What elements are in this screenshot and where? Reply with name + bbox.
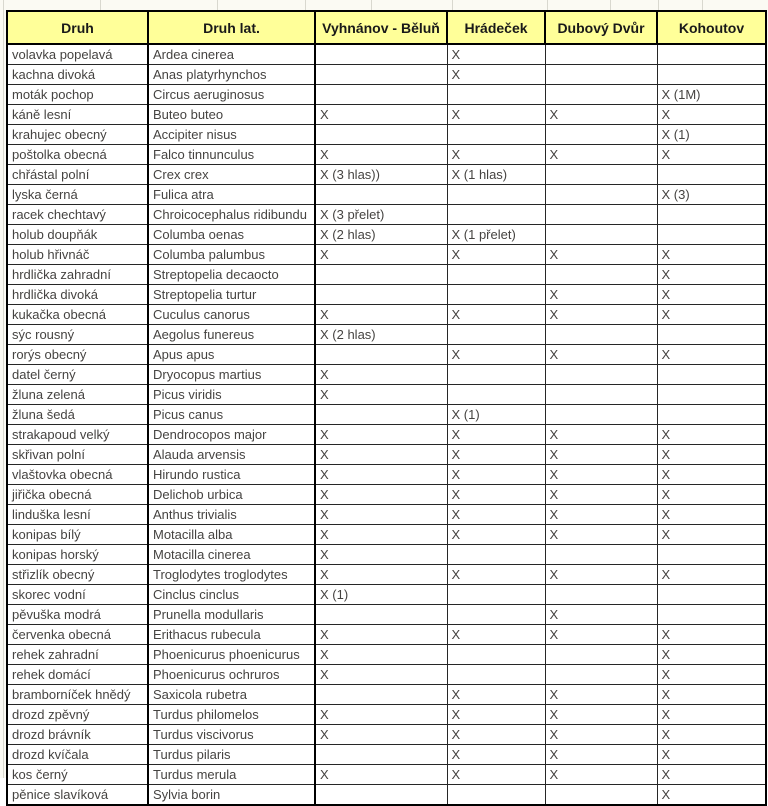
table-cell[interactable]	[447, 85, 545, 105]
table-cell[interactable]	[657, 365, 766, 385]
table-cell[interactable]	[657, 225, 766, 245]
table-cell[interactable]: X	[447, 345, 545, 365]
table-cell[interactable]: pěvuška modrá	[7, 605, 148, 625]
table-cell[interactable]: Turdus philomelos	[148, 705, 315, 725]
table-cell[interactable]: linduška lesní	[7, 505, 148, 525]
table-cell[interactable]: Dryocopus martius	[148, 365, 315, 385]
table-row	[7, 605, 766, 625]
table-cell[interactable]: Phoenicurus ochruros	[148, 665, 315, 685]
table-row	[7, 565, 766, 585]
table-cell[interactable]: lyska černá	[7, 185, 148, 205]
table-cell[interactable]	[315, 785, 447, 806]
table-cell[interactable]	[447, 785, 545, 806]
table-cell[interactable]: X	[447, 465, 545, 485]
table-cell[interactable]: Accipiter nisus	[148, 125, 315, 145]
table-cell[interactable]: X	[657, 665, 766, 685]
sheet-gridline	[452, 0, 453, 10]
table-cell[interactable]: kos černý	[7, 765, 148, 785]
header-cell-vyhnanov-belun[interactable]: Vyhnánov - Běluň	[315, 11, 447, 44]
table-cell[interactable]: Motacilla cinerea	[148, 545, 315, 565]
table-cell[interactable]: poštolka obecná	[7, 145, 148, 165]
table-cell[interactable]	[315, 285, 447, 305]
table-cell[interactable]: X	[315, 625, 447, 645]
table-row	[7, 305, 766, 325]
table-cell[interactable]	[657, 44, 766, 65]
table-row	[7, 785, 766, 806]
table-cell[interactable]: Alauda arvensis	[148, 445, 315, 465]
sheet-gridline	[3, 0, 4, 778]
table-cell[interactable]: X (1 přelet)	[447, 225, 545, 245]
table-cell[interactable]: X (1M)	[657, 85, 766, 105]
table-cell[interactable]: X	[447, 145, 545, 165]
table-cell[interactable]: chřástal polní	[7, 165, 148, 185]
table-cell[interactable]: X	[315, 105, 447, 125]
table-cell[interactable]: X	[315, 305, 447, 325]
table-cell[interactable]: hrdlička divoká	[7, 285, 148, 305]
table-cell[interactable]: X	[657, 485, 766, 505]
table-cell[interactable]	[545, 365, 657, 385]
table-cell[interactable]: Apus apus	[148, 345, 315, 365]
table-cell[interactable]: rorýs obecný	[7, 345, 148, 365]
sheet-gridline	[702, 0, 703, 10]
table-cell[interactable]: X	[447, 44, 545, 65]
table-cell[interactable]: volavka popelavá	[7, 44, 148, 65]
table-cell[interactable]	[447, 645, 545, 665]
table-cell[interactable]	[447, 125, 545, 145]
table-cell[interactable]: Picus canus	[148, 405, 315, 425]
table-cell[interactable]: rehek domácí	[7, 665, 148, 685]
table-cell[interactable]: X	[657, 285, 766, 305]
table-cell[interactable]	[545, 585, 657, 605]
table-cell[interactable]: X	[315, 665, 447, 685]
header-cell-dubovy-dvur[interactable]: Dubový Dvůr	[545, 11, 657, 44]
table-cell[interactable]	[657, 205, 766, 225]
table-row	[7, 345, 766, 365]
table-cell[interactable]	[447, 385, 545, 405]
table-row	[7, 365, 766, 385]
table-cell[interactable]: strakapoud velký	[7, 425, 148, 445]
table-cell[interactable]	[545, 645, 657, 665]
table-cell[interactable]: drozd zpěvný	[7, 705, 148, 725]
table-cell[interactable]	[315, 185, 447, 205]
table-cell[interactable]: X	[315, 545, 447, 565]
table-cell[interactable]	[657, 385, 766, 405]
table-cell[interactable]	[657, 605, 766, 625]
sheet-gridline	[217, 0, 218, 10]
table-cell[interactable]	[315, 685, 447, 705]
table-row	[7, 645, 766, 665]
table-cell[interactable]: Turdus viscivorus	[148, 725, 315, 745]
table-row	[7, 445, 766, 465]
table-cell[interactable]: X	[545, 745, 657, 765]
table-cell[interactable]: Crex crex	[148, 165, 315, 185]
table-cell[interactable]: X	[315, 565, 447, 585]
table-cell[interactable]: X	[657, 565, 766, 585]
table-row	[7, 265, 766, 285]
table-cell[interactable]: Columba palumbus	[148, 245, 315, 265]
table-cell[interactable]: X	[545, 525, 657, 545]
table-cell[interactable]	[545, 785, 657, 806]
table-cell[interactable]: X	[447, 565, 545, 585]
table-row	[7, 525, 766, 545]
table-cell[interactable]: X	[657, 745, 766, 765]
table-cell[interactable]: X	[657, 465, 766, 485]
table-row	[7, 105, 766, 125]
table-cell[interactable]: konipas bílý	[7, 525, 148, 545]
table-cell[interactable]	[545, 225, 657, 245]
table-cell[interactable]: X	[545, 305, 657, 325]
table-cell[interactable]: drozd kvíčala	[7, 745, 148, 765]
table-cell[interactable]: X	[545, 625, 657, 645]
table-cell[interactable]: moták pochop	[7, 85, 148, 105]
header-cell-druh[interactable]: Druh	[7, 11, 148, 44]
sheet-gridline	[610, 0, 611, 10]
table-cell[interactable]: Phoenicurus phoenicurus	[148, 645, 315, 665]
table-cell[interactable]: hrdlička zahradní	[7, 265, 148, 285]
table-cell[interactable]	[447, 665, 545, 685]
table-cell[interactable]: X	[545, 425, 657, 445]
table-cell[interactable]: vlaštovka obecná	[7, 465, 148, 485]
table-cell[interactable]: X	[315, 505, 447, 525]
table-cell[interactable]	[657, 405, 766, 425]
table-cell[interactable]: Turdus merula	[148, 765, 315, 785]
table-row	[7, 405, 766, 425]
table-cell[interactable]: X (1)	[447, 405, 545, 425]
table-row	[7, 665, 766, 685]
table-row	[7, 545, 766, 565]
table-cell[interactable]: X	[447, 765, 545, 785]
table-cell[interactable]	[447, 365, 545, 385]
table-cell[interactable]: X	[447, 485, 545, 505]
table-cell[interactable]: Saxicola rubetra	[148, 685, 315, 705]
table-cell[interactable]: Prunella modullaris	[148, 605, 315, 625]
table-cell[interactable]: X	[545, 505, 657, 525]
table-cell[interactable]: Cinclus cinclus	[148, 585, 315, 605]
table-cell[interactable]	[657, 65, 766, 85]
table-cell[interactable]	[545, 385, 657, 405]
table-cell[interactable]: X	[657, 785, 766, 806]
table-cell[interactable]: žluna zelená	[7, 385, 148, 405]
table-cell[interactable]: X (1 hlas)	[447, 165, 545, 185]
table-cell[interactable]	[545, 185, 657, 205]
table-cell[interactable]	[545, 265, 657, 285]
bird-observation-table	[6, 10, 767, 806]
table-cell[interactable]: X	[447, 245, 545, 265]
table-cell[interactable]	[545, 65, 657, 85]
table-cell[interactable]: drozd brávník	[7, 725, 148, 745]
table-row	[7, 625, 766, 645]
table-cell[interactable]	[447, 185, 545, 205]
table-cell[interactable]: X	[315, 145, 447, 165]
table-cell[interactable]	[657, 585, 766, 605]
table-cell[interactable]	[315, 745, 447, 765]
table-cell[interactable]: sýc rousný	[7, 325, 148, 345]
table-cell[interactable]: X	[315, 425, 447, 445]
table-row	[7, 425, 766, 445]
table-cell[interactable]: Hirundo rustica	[148, 465, 315, 485]
table-cell[interactable]: konipas horský	[7, 545, 148, 565]
sheet-gridline	[371, 0, 372, 10]
table-cell[interactable]	[447, 585, 545, 605]
table-cell[interactable]: Sylvia borin	[148, 785, 315, 806]
table-cell[interactable]: X	[447, 305, 545, 325]
table-cell[interactable]: X	[657, 705, 766, 725]
table-cell[interactable]: Streptopelia decaocto	[148, 265, 315, 285]
table-row	[7, 325, 766, 345]
table-cell[interactable]	[545, 325, 657, 345]
table-cell[interactable]: holub doupňák	[7, 225, 148, 245]
table-cell[interactable]	[545, 205, 657, 225]
table-cell[interactable]: X	[315, 765, 447, 785]
table-cell[interactable]: X	[447, 505, 545, 525]
table-cell[interactable]: kukačka obecná	[7, 305, 148, 325]
table-cell[interactable]: X (2 hlas)	[315, 225, 447, 245]
table-cell[interactable]: X	[447, 105, 545, 125]
table-cell[interactable]: X	[315, 365, 447, 385]
table-cell[interactable]: X	[447, 685, 545, 705]
table-cell[interactable]	[315, 605, 447, 625]
table-cell[interactable]	[657, 325, 766, 345]
table-cell[interactable]	[315, 405, 447, 425]
table-row	[7, 85, 766, 105]
table-cell[interactable]: X	[545, 765, 657, 785]
table-cell[interactable]: X	[657, 445, 766, 465]
table-cell[interactable]: X	[657, 425, 766, 445]
table-cell[interactable]: X	[657, 345, 766, 365]
table-cell[interactable]: Erithacus rubecula	[148, 625, 315, 645]
table-row	[7, 385, 766, 405]
table-cell[interactable]	[447, 285, 545, 305]
table-cell[interactable]: káně lesní	[7, 105, 148, 125]
table-cell[interactable]: Fulica atra	[148, 185, 315, 205]
table-cell[interactable]: X (1)	[315, 585, 447, 605]
table-cell[interactable]: X	[657, 645, 766, 665]
table-cell[interactable]: X	[657, 725, 766, 745]
table-cell[interactable]: X	[545, 605, 657, 625]
table-cell[interactable]: X	[447, 445, 545, 465]
sheet-gridline	[100, 0, 101, 10]
table-cell[interactable]	[545, 44, 657, 65]
table-cell[interactable]: X (3 hlas))	[315, 165, 447, 185]
table-cell[interactable]	[447, 605, 545, 625]
table-cell[interactable]: pěnice slavíková	[7, 785, 148, 806]
table-body	[7, 44, 766, 805]
table-cell[interactable]	[447, 265, 545, 285]
table-cell[interactable]: racek chechtavý	[7, 205, 148, 225]
table-cell[interactable]: X	[315, 725, 447, 745]
table-cell[interactable]	[545, 165, 657, 185]
table-cell[interactable]: X	[545, 285, 657, 305]
table-cell[interactable]: X	[447, 525, 545, 545]
table-cell[interactable]: kachna divoká	[7, 65, 148, 85]
table-cell[interactable]: X	[657, 105, 766, 125]
table-cell[interactable]: X	[545, 725, 657, 745]
header-row	[7, 11, 766, 44]
table-cell[interactable]: X	[315, 485, 447, 505]
table-row	[7, 125, 766, 145]
table-cell[interactable]: bramborníček hnědý	[7, 685, 148, 705]
table-cell[interactable]: X	[545, 445, 657, 465]
header-cell-kohoutov[interactable]: Kohoutov	[657, 11, 766, 44]
table-header	[7, 11, 766, 44]
table-cell[interactable]: X	[545, 685, 657, 705]
table-cell[interactable]: Anas platyrhynchos	[148, 65, 315, 85]
table-cell[interactable]	[545, 125, 657, 145]
table-cell[interactable]: X	[545, 145, 657, 165]
table-cell[interactable]: X	[315, 465, 447, 485]
table-cell[interactable]	[315, 44, 447, 65]
table-cell[interactable]: Anthus trivialis	[148, 505, 315, 525]
table-cell[interactable]: holub hřivnáč	[7, 245, 148, 265]
table-cell[interactable]: X	[657, 685, 766, 705]
table-cell[interactable]: X	[657, 305, 766, 325]
table-row	[7, 765, 766, 785]
table-cell[interactable]: Buteo buteo	[148, 105, 315, 125]
table-row	[7, 485, 766, 505]
table-cell[interactable]: X	[315, 705, 447, 725]
header-cell-druh-lat[interactable]: Druh lat.	[148, 11, 315, 44]
table-cell[interactable]: X	[545, 705, 657, 725]
table-cell[interactable]: skorec vodní	[7, 585, 148, 605]
table-row	[7, 165, 766, 185]
table-cell[interactable]: X	[545, 345, 657, 365]
table-cell[interactable]: Troglodytes troglodytes	[148, 565, 315, 585]
table-row	[7, 505, 766, 525]
table-cell[interactable]	[657, 545, 766, 565]
table-cell[interactable]	[657, 165, 766, 185]
table-row	[7, 725, 766, 745]
table-cell[interactable]: skřivan polní	[7, 445, 148, 465]
table-row	[7, 65, 766, 85]
table-cell[interactable]: Dendrocopos major	[148, 425, 315, 445]
table-cell[interactable]: Circus aeruginosus	[148, 85, 315, 105]
table-cell[interactable]: X (3)	[657, 185, 766, 205]
table-cell[interactable]: krahujec obecný	[7, 125, 148, 145]
table-cell[interactable]: Motacilla alba	[148, 525, 315, 545]
table-cell[interactable]: X	[447, 705, 545, 725]
table-cell[interactable]	[315, 345, 447, 365]
table-cell[interactable]: červenka obecná	[7, 625, 148, 645]
table-cell[interactable]: X	[315, 385, 447, 405]
table-cell[interactable]: Chroicocephalus ridibundu	[148, 205, 315, 225]
header-cell-hradecek[interactable]: Hrádeček	[447, 11, 545, 44]
table-cell[interactable]: střizlík obecný	[7, 565, 148, 585]
table-cell[interactable]: X	[315, 245, 447, 265]
table-cell[interactable]: jiřička obecná	[7, 485, 148, 505]
table-cell[interactable]	[315, 125, 447, 145]
sheet-gridline	[305, 0, 306, 10]
table-cell[interactable]: X	[657, 525, 766, 545]
table-row	[7, 745, 766, 765]
table-cell[interactable]: Streptopelia turtur	[148, 285, 315, 305]
table-cell[interactable]: X	[545, 105, 657, 125]
table-row	[7, 685, 766, 705]
table-cell[interactable]: X	[315, 645, 447, 665]
table-cell[interactable]	[545, 665, 657, 685]
table-cell[interactable]	[315, 265, 447, 285]
table-cell[interactable]: Delichob urbica	[148, 485, 315, 505]
table-cell[interactable]: X (1)	[657, 125, 766, 145]
table-cell[interactable]: rehek zahradní	[7, 645, 148, 665]
table-cell[interactable]	[447, 325, 545, 345]
table-cell[interactable]: X	[315, 445, 447, 465]
sheet-gridline	[658, 0, 659, 10]
table-cell[interactable]: Columba oenas	[148, 225, 315, 245]
table-cell[interactable]	[447, 205, 545, 225]
table-cell[interactable]: X	[447, 425, 545, 445]
table-cell[interactable]: X	[545, 485, 657, 505]
table-cell[interactable]: X	[315, 525, 447, 545]
table-cell[interactable]: X (2 hlas)	[315, 325, 447, 345]
table-cell[interactable]: X	[447, 725, 545, 745]
table-row	[7, 185, 766, 205]
table-cell[interactable]: X	[447, 65, 545, 85]
sheet-gridline	[547, 0, 548, 10]
table-row	[7, 145, 766, 165]
table-cell[interactable]: X	[657, 765, 766, 785]
table-row	[7, 245, 766, 265]
table-cell[interactable]: X	[657, 625, 766, 645]
table-row	[7, 44, 766, 65]
table-cell[interactable]	[545, 545, 657, 565]
table-row	[7, 465, 766, 485]
table-row	[7, 205, 766, 225]
table-cell[interactable]: X	[447, 625, 545, 645]
table-cell[interactable]: Ardea cinerea	[148, 44, 315, 65]
table-cell[interactable]: Cuculus canorus	[148, 305, 315, 325]
table-cell[interactable]: X	[447, 745, 545, 765]
table-cell[interactable]: X	[545, 465, 657, 485]
table-cell[interactable]: Falco tinnunculus	[148, 145, 315, 165]
table-cell[interactable]: X	[657, 145, 766, 165]
table-cell[interactable]: X	[545, 565, 657, 585]
table-row	[7, 705, 766, 725]
table-cell[interactable]: žluna šedá	[7, 405, 148, 425]
table-cell[interactable]	[447, 545, 545, 565]
table-cell[interactable]: X	[657, 245, 766, 265]
table-cell[interactable]: Aegolus funereus	[148, 325, 315, 345]
table-cell[interactable]	[315, 65, 447, 85]
table-cell[interactable]	[545, 85, 657, 105]
table-cell[interactable]: Picus viridis	[148, 385, 315, 405]
table-cell[interactable]: datel černý	[7, 365, 148, 385]
table-row	[7, 285, 766, 305]
table-row	[7, 585, 766, 605]
table-row	[7, 225, 766, 245]
table-cell[interactable]: X	[545, 245, 657, 265]
table-cell[interactable]: X	[657, 265, 766, 285]
table-cell[interactable]: X (3 přelet)	[315, 205, 447, 225]
table-cell[interactable]: Turdus pilaris	[148, 745, 315, 765]
table-cell[interactable]: X	[657, 505, 766, 525]
table-cell[interactable]	[315, 85, 447, 105]
table-cell[interactable]	[545, 405, 657, 425]
